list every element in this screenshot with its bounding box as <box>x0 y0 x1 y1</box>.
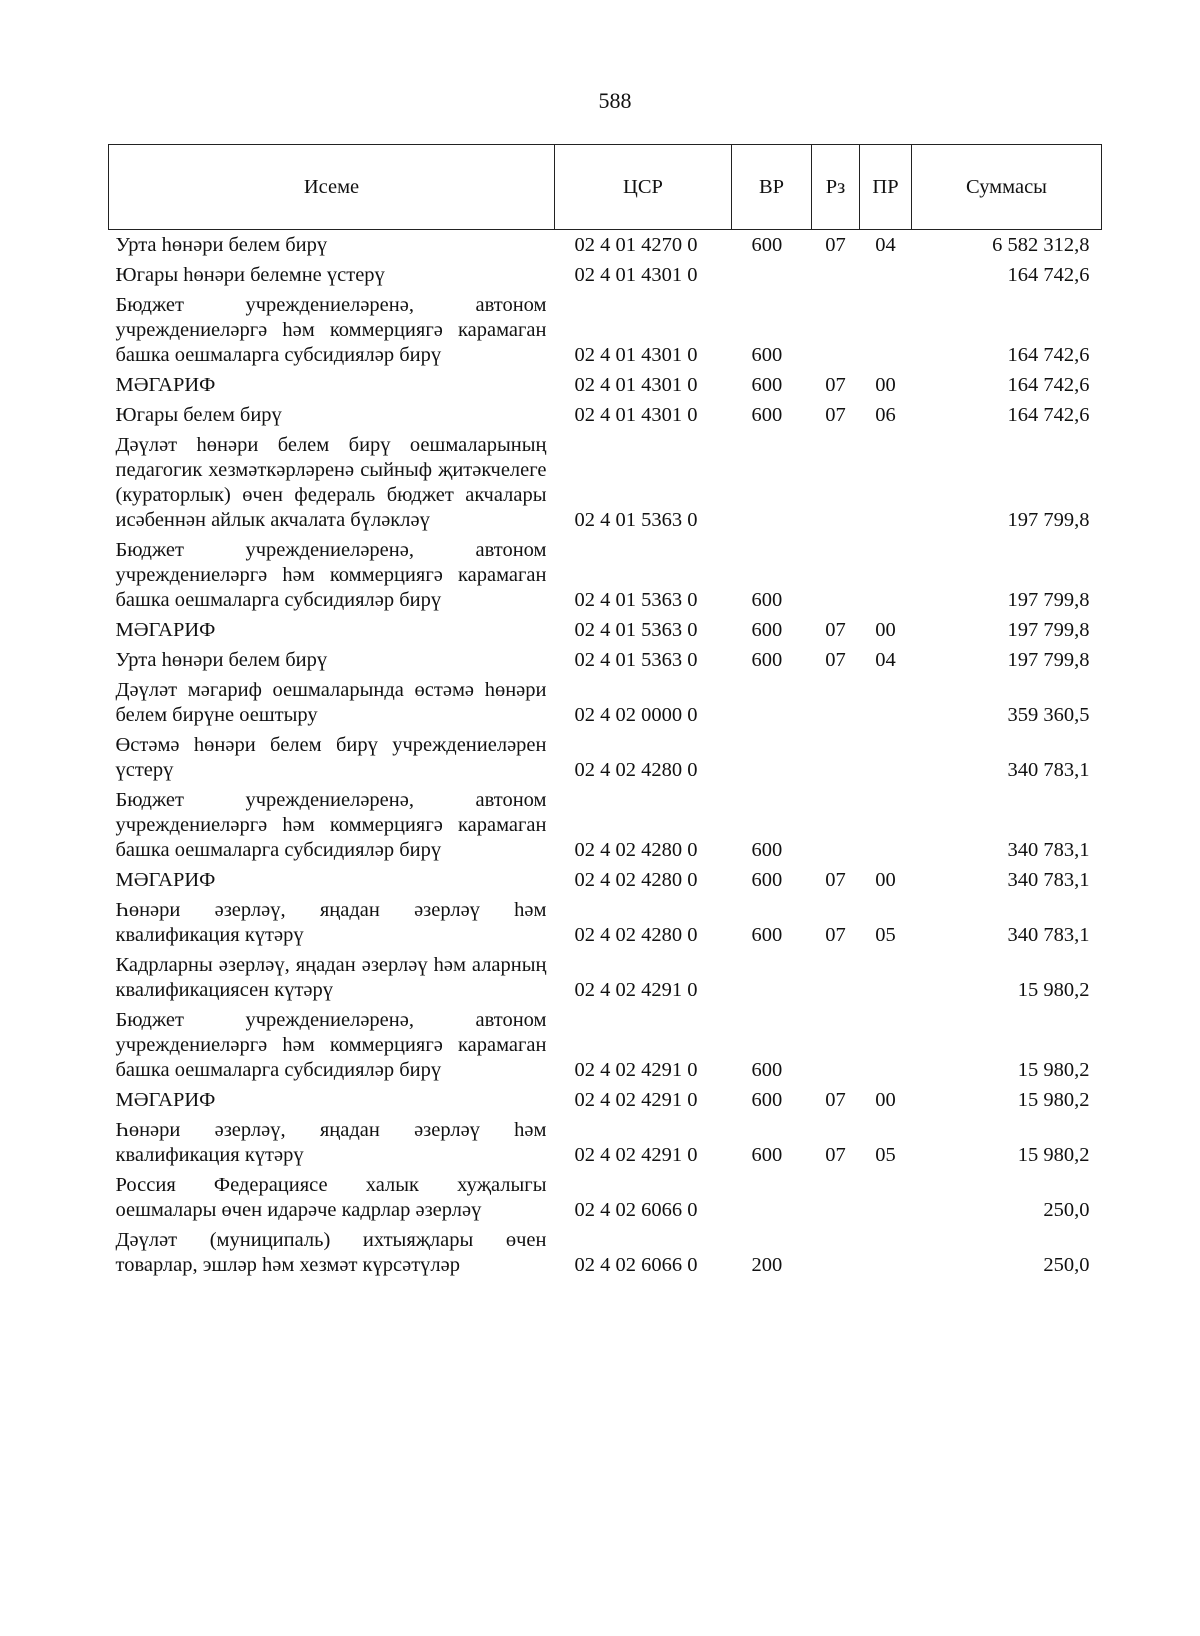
cell-csr: 02 4 01 4301 0 <box>574 403 698 426</box>
cell-sum: 6 582 312,8 <box>992 233 1090 256</box>
budget-table <box>108 144 1102 1280</box>
cell-csr: 02 4 02 4291 0 <box>574 978 698 1001</box>
cell-csr: 02 4 01 4270 0 <box>574 233 698 256</box>
cell-csr: 02 4 01 5363 0 <box>574 588 698 611</box>
header-rz: Рз <box>812 145 860 230</box>
cell-rz: 07 <box>825 373 846 396</box>
table-row <box>109 535 1102 615</box>
table-row <box>109 1115 1102 1170</box>
cell-pr <box>860 950 912 1005</box>
table-row <box>109 230 1102 261</box>
table-row <box>109 895 1102 950</box>
cell-pr <box>860 1005 912 1085</box>
cell-vr <box>732 730 812 785</box>
cell-sum: 164 742,6 <box>1007 403 1090 426</box>
table-row <box>109 730 1102 785</box>
cell-sum: 197 799,8 <box>1007 618 1090 641</box>
cell-name: Урта һөнәри белем бирү <box>115 648 328 671</box>
cell-csr: 02 4 02 4280 0 <box>574 838 698 861</box>
cell-name: МӘГАРИФ <box>115 618 216 641</box>
cell-rz <box>812 290 860 370</box>
cell-vr: 600 <box>751 648 783 671</box>
cell-csr: 02 4 02 6066 0 <box>574 1253 698 1276</box>
cell-pr <box>860 1225 912 1280</box>
cell-pr: 04 <box>875 648 896 671</box>
cell-vr <box>732 950 812 1005</box>
table-row <box>109 675 1102 730</box>
table-row <box>109 615 1102 645</box>
cell-name: Дәүләт мәгариф оешмаларында өстәмә һөнәри белем бирүне оештыру <box>115 678 547 726</box>
cell-name: Югары белем бирү <box>115 403 282 426</box>
table-row <box>109 785 1102 865</box>
page-number: 588 <box>598 88 632 113</box>
cell-rz <box>812 1170 860 1225</box>
cell-csr: 02 4 02 4291 0 <box>574 1143 698 1166</box>
table-row <box>109 290 1102 370</box>
cell-pr: 00 <box>875 868 896 891</box>
table-row <box>109 950 1102 1005</box>
cell-sum: 164 742,6 <box>1007 373 1090 396</box>
cell-vr: 600 <box>751 1058 783 1081</box>
cell-pr <box>860 430 912 535</box>
header-pr: ПР <box>860 145 912 230</box>
cell-sum: 15 980,2 <box>1017 1143 1090 1166</box>
cell-vr: 600 <box>751 1088 783 1111</box>
cell-pr: 00 <box>875 618 896 641</box>
cell-vr: 600 <box>751 618 783 641</box>
cell-vr: 600 <box>751 923 783 946</box>
cell-pr: 00 <box>875 1088 896 1111</box>
cell-rz: 07 <box>825 868 846 891</box>
cell-pr <box>860 675 912 730</box>
cell-csr: 02 4 02 4280 0 <box>574 868 698 891</box>
cell-pr: 04 <box>875 233 896 256</box>
table-row <box>109 1005 1102 1085</box>
cell-csr: 02 4 02 4280 0 <box>574 758 698 781</box>
cell-name: Югары һөнәри белемне үстерү <box>115 263 385 286</box>
cell-rz: 07 <box>825 403 846 426</box>
cell-rz: 07 <box>825 233 846 256</box>
cell-name: Бюджет учреждениеләренә, автоном учреждениеләргә һәм коммерциягә карамаган башка оешмаларга субсидияләр бирү <box>115 538 547 611</box>
cell-vr: 200 <box>751 1253 783 1276</box>
cell-rz: 07 <box>825 923 846 946</box>
cell-csr: 02 4 02 4280 0 <box>574 923 698 946</box>
cell-vr: 600 <box>751 868 783 891</box>
cell-rz <box>812 675 860 730</box>
cell-sum: 340 783,1 <box>1007 868 1090 891</box>
cell-rz <box>812 950 860 1005</box>
cell-csr: 02 4 01 5363 0 <box>574 618 698 641</box>
table-body <box>109 230 1102 1281</box>
cell-vr: 600 <box>751 403 783 426</box>
cell-sum: 340 783,1 <box>1007 838 1090 861</box>
cell-sum: 340 783,1 <box>1007 758 1090 781</box>
header-csr: ЦСР <box>555 145 732 230</box>
cell-csr: 02 4 02 0000 0 <box>574 703 698 726</box>
cell-rz <box>812 430 860 535</box>
cell-name: МӘГАРИФ <box>115 1088 216 1111</box>
cell-pr <box>860 535 912 615</box>
cell-vr <box>732 260 812 290</box>
cell-rz <box>812 535 860 615</box>
cell-csr: 02 4 01 4301 0 <box>574 263 698 286</box>
cell-name: Бюджет учреждениеләренә, автоном учреждениеләргә һәм коммерциягә карамаган башка оешмаларга субсидияләр бирү <box>115 788 547 861</box>
cell-vr: 600 <box>751 1143 783 1166</box>
cell-csr: 02 4 01 5363 0 <box>574 648 698 671</box>
cell-vr: 600 <box>751 343 783 366</box>
cell-sum: 15 980,2 <box>1017 978 1090 1001</box>
cell-name: Урта һөнәри белем бирү <box>115 233 328 256</box>
table-row <box>109 865 1102 895</box>
cell-name: МӘГАРИФ <box>115 373 216 396</box>
cell-sum: 15 980,2 <box>1017 1088 1090 1111</box>
cell-pr: 05 <box>875 1143 896 1166</box>
cell-rz: 07 <box>825 1143 846 1166</box>
cell-name: МӘГАРИФ <box>115 868 216 891</box>
header-sum: Суммасы <box>912 145 1102 230</box>
table-row <box>109 430 1102 535</box>
cell-pr <box>860 730 912 785</box>
cell-rz <box>812 730 860 785</box>
cell-pr: 00 <box>875 373 896 396</box>
cell-sum: 250,0 <box>1043 1198 1090 1221</box>
cell-name: Дәүләт (муниципаль) ихтыяҗлары өчен товарлар, эшләр һәм хезмәт күрсәтүләр <box>115 1228 547 1276</box>
cell-sum: 15 980,2 <box>1017 1058 1090 1081</box>
table-row <box>109 1225 1102 1280</box>
cell-sum: 197 799,8 <box>1007 648 1090 671</box>
cell-sum: 164 742,6 <box>1007 263 1090 286</box>
cell-csr: 02 4 01 4301 0 <box>574 343 698 366</box>
cell-vr: 600 <box>751 233 783 256</box>
table-row <box>109 645 1102 675</box>
cell-rz <box>812 785 860 865</box>
cell-name: Һөнәри әзерләү, яңадан әзерләү һәм квалификация күтәрү <box>115 898 547 946</box>
cell-csr: 02 4 01 4301 0 <box>574 373 698 396</box>
cell-sum: 164 742,6 <box>1007 343 1090 366</box>
cell-rz: 07 <box>825 648 846 671</box>
table-row <box>109 1085 1102 1115</box>
cell-rz <box>812 1005 860 1085</box>
cell-sum: 250,0 <box>1043 1253 1090 1276</box>
cell-name: Кадрларны әзерләү, яңадан әзерләү һәм аларның квалификациясен күтәрү <box>115 953 547 1001</box>
cell-pr <box>860 260 912 290</box>
cell-sum: 197 799,8 <box>1007 588 1090 611</box>
cell-name: Бюджет учреждениеләренә, автоном учреждениеләргә һәм коммерциягә карамаган башка оешмаларга субсидияләр бирү <box>115 293 547 366</box>
cell-csr: 02 4 01 5363 0 <box>574 508 698 531</box>
cell-vr <box>732 675 812 730</box>
cell-name: Өстәмә һөнәри белем бирү учреждениеләрен үстерү <box>115 733 547 781</box>
cell-sum: 359 360,5 <box>1007 703 1090 726</box>
cell-pr <box>860 1170 912 1225</box>
cell-pr: 05 <box>875 923 896 946</box>
cell-pr <box>860 785 912 865</box>
header-name: Исеме <box>109 145 555 230</box>
cell-pr: 06 <box>875 403 896 426</box>
cell-name: Дәүләт һөнәри белем бирү оешмаларының педагогик хезмәткәрләренә сыйныф җитәкчелеге (кураторлык) өчен федераль бюджет акчалары исәбеннән айлык акчалата бүләкләү <box>115 433 547 531</box>
cell-csr: 02 4 02 6066 0 <box>574 1198 698 1221</box>
cell-rz: 07 <box>825 618 846 641</box>
cell-csr: 02 4 02 4291 0 <box>574 1058 698 1081</box>
table-row <box>109 370 1102 400</box>
cell-vr: 600 <box>751 838 783 861</box>
table-row <box>109 260 1102 290</box>
cell-name: Бюджет учреждениеләренә, автоном учреждениеләргә һәм коммерциягә карамаган башка оешмаларга субсидияләр бирү <box>115 1008 547 1081</box>
cell-sum: 340 783,1 <box>1007 923 1090 946</box>
cell-rz <box>812 1225 860 1280</box>
table-header-row <box>109 145 1102 230</box>
cell-vr <box>732 1170 812 1225</box>
table-row <box>109 400 1102 430</box>
cell-vr <box>732 430 812 535</box>
cell-name: Һөнәри әзерләү, яңадан әзерләү һәм квалификация күтәрү <box>115 1118 547 1166</box>
cell-csr: 02 4 02 4291 0 <box>574 1088 698 1111</box>
cell-rz: 07 <box>825 1088 846 1111</box>
cell-pr <box>860 290 912 370</box>
cell-sum: 197 799,8 <box>1007 508 1090 531</box>
cell-name: Россия Федерациясе халык хуҗалыгы оешмалары өчен идарәче кадрлар әзерләү <box>115 1173 547 1221</box>
cell-vr: 600 <box>751 373 783 396</box>
header-vr: ВР <box>732 145 812 230</box>
table-row <box>109 1170 1102 1225</box>
cell-rz <box>812 260 860 290</box>
cell-vr: 600 <box>751 588 783 611</box>
